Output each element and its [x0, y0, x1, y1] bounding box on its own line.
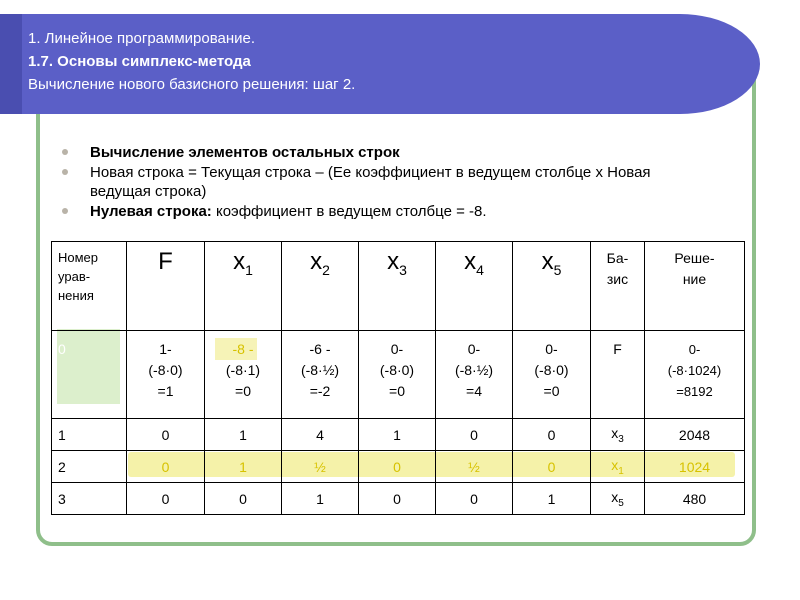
cell-F: 0 [127, 483, 205, 515]
bullet-text: Новая строка = Текущая строка – (Ее коэффициент в ведущем столбце x Новая ведущая строка) [90, 164, 651, 200]
header-x4: $x_4$ [436, 242, 513, 331]
title-line-2: 1.7. Основы симплекс-метода [28, 53, 251, 70]
cell-x5: 0 [513, 451, 591, 483]
cell-eq: 1 [52, 419, 127, 451]
cell-x1: -8 - (-8·1) =0 [205, 331, 282, 419]
cell-x1: 1 [205, 419, 282, 451]
cell-x5: 1 [513, 483, 591, 515]
header-x1: $x_1$ [205, 242, 282, 331]
cell-solution: 1024 [645, 451, 745, 483]
bullet-dot-icon [62, 208, 68, 214]
cell-x4: ½ [436, 451, 513, 483]
header-solution: Реше- ние [645, 242, 745, 331]
cell-solution: 2048 [645, 419, 745, 451]
cell-x4: 0- (-8·½) =4 [436, 331, 513, 419]
header-basis: Ба- зис [591, 242, 645, 331]
title-line-3: Вычисление нового базисного решения: шаг 2. [28, 76, 356, 93]
bullet-item [58, 202, 698, 221]
cell-eq: 2 [52, 451, 127, 483]
cell-x1: 1 [205, 451, 282, 483]
cell-x2: ½ [282, 451, 359, 483]
bullet-dot-icon [62, 169, 68, 175]
table-row-3 [52, 483, 745, 515]
cell-basis: $x_3$ [591, 419, 645, 451]
title-banner-edge [0, 14, 22, 114]
cell-x5: 0 [513, 419, 591, 451]
simplex-table [51, 241, 745, 515]
bullet-dot-icon [62, 149, 68, 155]
cell-x3: 1 [359, 419, 436, 451]
cell-F: 0 [127, 451, 205, 483]
cell-x1: 0 [205, 483, 282, 515]
bullet-text: Вычисление элементов остальных строк [90, 144, 400, 161]
bullet-list [58, 143, 698, 222]
cell-eq: 3 [52, 483, 127, 515]
bullet-item [58, 143, 698, 162]
table-header-row [52, 242, 745, 331]
table-row-0 [52, 331, 745, 419]
cell-F: 0 [127, 419, 205, 451]
table-row-1 [52, 419, 745, 451]
cell-F: 1- (-8·0) =1 [127, 331, 205, 419]
cell-solution: 0- (-8·1024) =8192 [645, 331, 745, 419]
header-F: F [127, 242, 205, 331]
cell-basis: F [591, 331, 645, 419]
cell-x4: 0 [436, 483, 513, 515]
header-eq-number: Номер урав- нения [52, 242, 127, 331]
bullet-bold-label: Нулевая строка: [90, 203, 212, 220]
header-x2: $x_2$ [282, 242, 359, 331]
cell-x2: -6 - (-8·½) =-2 [282, 331, 359, 419]
title-line-1: 1. Линейное программирование. [28, 30, 256, 47]
cell-eq: 0 [52, 331, 127, 419]
cell-basis: $x_1$ [591, 451, 645, 483]
cell-x2: 1 [282, 483, 359, 515]
cell-x5: 0- (-8·0) =0 [513, 331, 591, 419]
header-x3: $x_3$ [359, 242, 436, 331]
cell-x3: 0 [359, 451, 436, 483]
cell-x3: 0- (-8·0) =0 [359, 331, 436, 419]
cell-x2: 4 [282, 419, 359, 451]
bullet-item [58, 163, 698, 201]
table-row-2 [52, 451, 745, 483]
cell-basis: $x_5$ [591, 483, 645, 515]
cell-x3: 0 [359, 483, 436, 515]
header-x5: $x_5$ [513, 242, 591, 331]
bullet-text: коэффициент в ведущем столбце = -8. [211, 203, 487, 220]
cell-solution: 480 [645, 483, 745, 515]
cell-x4: 0 [436, 419, 513, 451]
